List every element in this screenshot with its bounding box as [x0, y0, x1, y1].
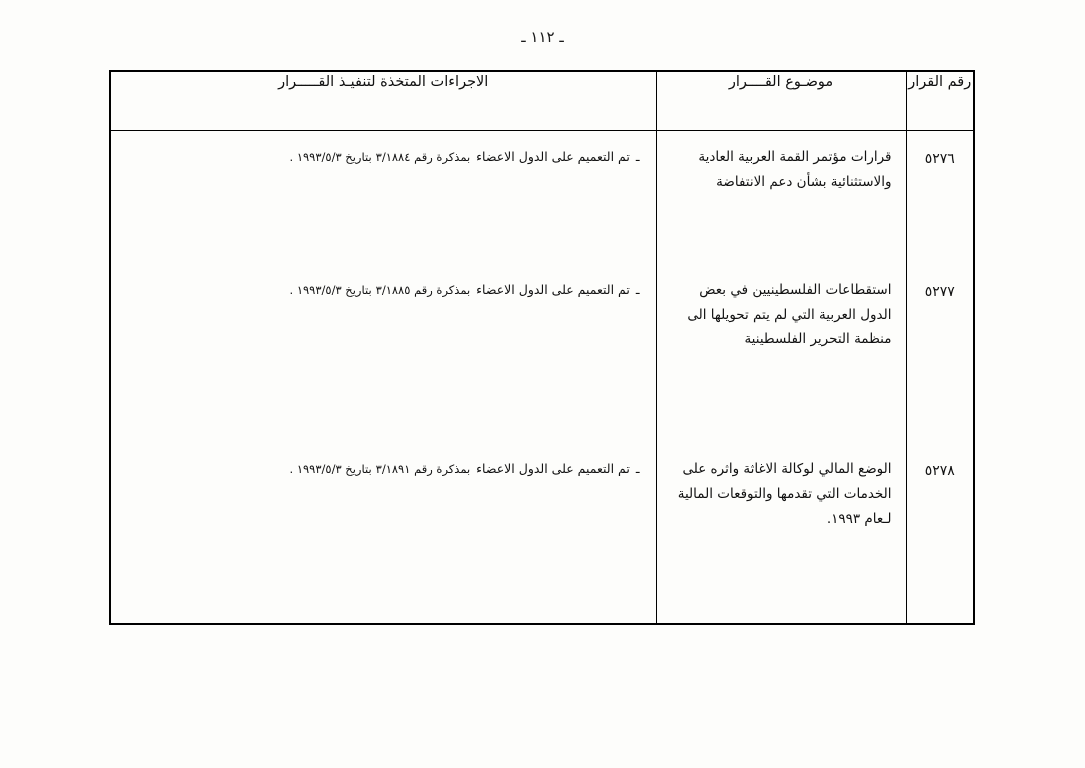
column-header-decision-number	[906, 71, 974, 131]
action-line	[127, 457, 640, 480]
decisions-table-container	[109, 70, 975, 625]
cell-actions-taken	[110, 264, 656, 443]
cell-decision-subject	[656, 131, 906, 264]
decision-number-value: ٥٢٧٨	[924, 462, 955, 479]
action-dash: ـ	[635, 149, 640, 164]
table-header-row	[110, 71, 974, 131]
action-date: بتاريخ ١٩٩٣/٥/٣ .	[289, 461, 372, 476]
action-dash: ـ	[635, 281, 640, 297]
action-reference: بمذكرة رقم ٣/١٨٨٥	[375, 282, 471, 297]
decision-subject-value: الوضع المالي لوكالة الاغاثة واثره على الخدمات التي تقدمها والتوقعات المالية لـعام ١٩٩٣.	[677, 460, 892, 527]
decision-subject-value: قرارات مؤتمر القمة العربية العادية والاستثنائية بشأن دعم الانتفاضة	[698, 149, 892, 190]
decision-number-value: ٥٢٧٧	[924, 283, 955, 300]
decisions-table	[109, 70, 975, 625]
cell-decision-number	[906, 131, 974, 264]
action-reference: بمذكرة رقم ٣/١٨٨٤	[375, 150, 471, 164]
actions-taken-value	[111, 131, 656, 174]
table-row	[110, 131, 974, 264]
action-main-text: تم التعميم على الدول الاعضاء	[476, 149, 630, 164]
action-line	[127, 278, 640, 301]
table-row	[110, 264, 974, 443]
action-main-text: تم التعميم على الدول الاعضاء	[476, 281, 630, 297]
decision-number-value: ٥٢٧٦	[924, 151, 955, 167]
action-reference: بمذكرة رقم ٣/١٨٩١	[375, 461, 471, 476]
decision-subject-value: استقطاعات الفلسطينيين في بعض الدول العربية التي لم يتم تحويلها الى منظمة التحرير الفلسطينية	[687, 281, 892, 348]
table-row	[110, 443, 974, 622]
page-number: ـ ١١٢ ـ	[521, 28, 564, 46]
cell-empty-subject	[656, 622, 906, 624]
table-header	[110, 71, 974, 131]
action-line	[127, 145, 640, 168]
action-date: بتاريخ ١٩٩٣/٥/٣ .	[289, 150, 372, 164]
column-header-decision-number-label: رقم القرار	[908, 74, 972, 90]
cell-decision-subject	[656, 443, 906, 622]
cell-decision-subject	[656, 264, 906, 443]
cell-decision-number	[906, 443, 974, 622]
actions-taken-value	[111, 264, 656, 307]
column-header-decision-subject-label: موضـوع القــــرار	[728, 74, 834, 90]
column-header-decision-subject	[656, 71, 906, 131]
cell-actions-taken	[110, 443, 656, 622]
table-empty-space	[110, 622, 974, 624]
cell-empty-actions	[110, 622, 656, 624]
column-header-actions-taken-label: الاجراءات المتخذة لتنفيـذ القـــــرار	[278, 74, 489, 90]
cell-empty-number	[906, 622, 974, 624]
action-main-text: تم التعميم على الدول الاعضاء	[476, 460, 630, 476]
action-dash: ـ	[635, 460, 640, 476]
actions-taken-value	[111, 443, 656, 486]
cell-decision-number	[906, 264, 974, 443]
action-date: بتاريخ ١٩٩٣/٥/٣ .	[289, 282, 372, 297]
cell-actions-taken	[110, 131, 656, 264]
table-body	[110, 131, 974, 625]
column-header-actions-taken	[110, 71, 656, 131]
